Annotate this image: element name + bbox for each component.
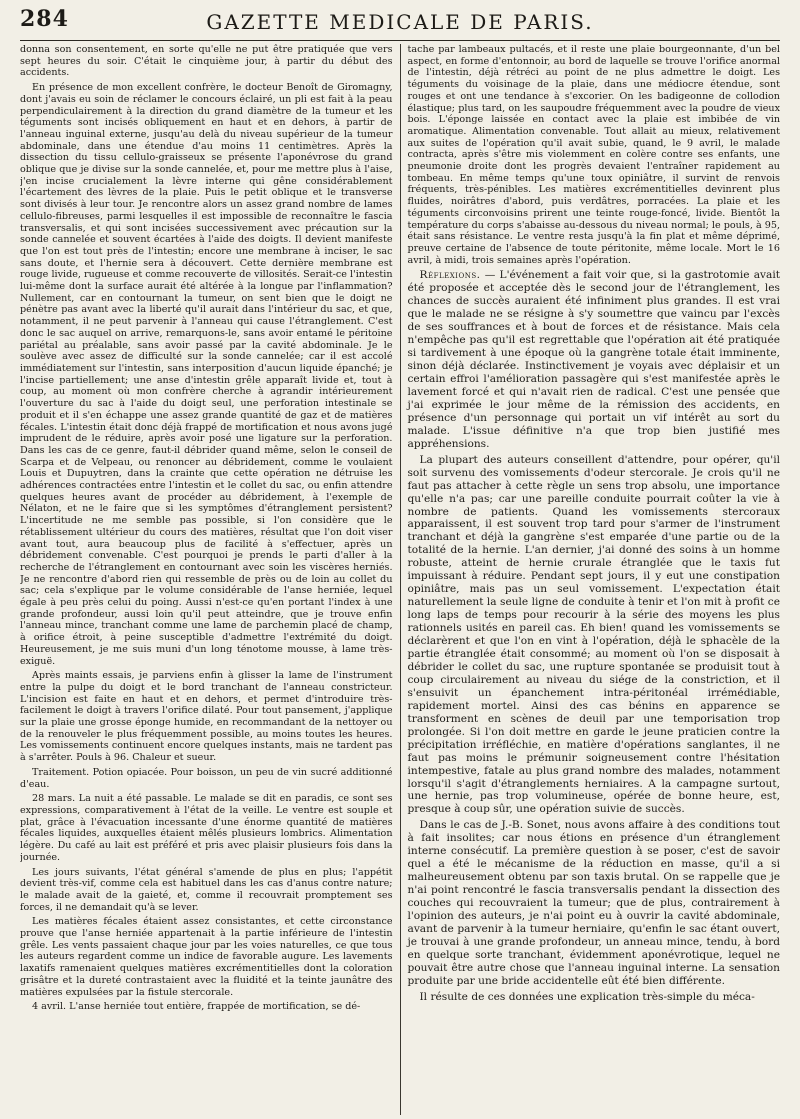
right-column [401,44,781,1115]
running-title: GAZETTE MEDICALE DE PARIS. [206,10,594,34]
paragraph: En présence de mon excellent confrère, le docteur Benoît de Giromagny, dont j'avais eu soin de réclamer le concours éclairé, un pli est fait à la peau perpendiculairement à la direction du grand diamètre de la tumeur et les téguments sont incisés obliquement en haut et en dehors, à partir de l'anneau inguinal externe, jusqu'au delà du niveau supérieur de la tumeur abdominale, dans une étendue d'au moins 11 centimètres. Après la dissection du tissu cellulo-graisseux se présente l'aponévrose du grand oblique que je divise sur la sonde cannelée, et, pour me mettre plus à l'aise, j'en incise crucialement la lèvre interne qui gêne considérablement l'écartement des lèvres de la plaie. Puis le petit oblique et le transverse sont divisés à leur tour. Je rencontre alors un assez grand nombre de lames cellulo-fibreuses, parmi lesquelles il est impossible de reconnaître le fascia transversalis, et qui sont incisées successivement avec précaution sur la sonde cannelée et souvent écartées à l'aide des doigts. Il devient manifeste que l'on est tout près de l'intestin; encore une membrane à inciser, le sac sans doute, et l'hernie sera à découvert. Cette dernière membrane est rouge livide, rugueuse et comme recouverte de villosités. Serait-ce l'intestin lui-même dont la surface aurait été altérée à la longue par l'inflammation? Nullement, car en contournant la tumeur, on sent bien que le doigt ne pénètre pas avant avec la liberté qu'il aurait dans l'intérieur du sac, et que, notamment, il ne peut parvenir à l'anneau qui cause l'étranglement. C'est donc le sac auquel on arrive, remarquons-le, sans avoir entamé le péritoine pariétal au préalable, sans avoir passé par la cavité abdominale. Je le soulève avec assez de difficulté sur la sonde cannelée; car il est accolé immédiatement sur l'intestin, sans interposition d'aucun liquide épanché; je l'incise partiellement; une anse d'intestin grêle apparaît livide et, tout à coup, au moment où mon confrère cherche à agrandir intérieurement l'ouverture du sac à l'aide du doigt seul, une perforation intestinale se produit et il s'en échappe une assez grande quantité de gaz et de matières fécales. L'intestin était donc déjà frappé de mortification et nous avons jugé imprudent de le réduire, après avoir posé une ligature sur la perforation. Dans les cas de ce genre, faut-il débrider quand même, selon le conseil de Scarpa et de Velpeau, ou renoncer au débridement, comme le voulaient Louis et Dupuytren, dans la crainte que cette opération ne détruise les adhérences contractées entre l'intestin et le collet du sac, ou enfin attendre quelques heures avant de procéder au débridement, à l'exemple de Nélaton, et ne le faire que si les symptômes d'étranglement persistent? L'incertitude ne me semble pas possible, si l'on considère que le rétablissement ultérieur du cours des matières, résultat que l'on doit viser avant tout, aura beaucoup plus de facilité à s'effectuer, après un débridement convenable. C'est pourquoi je prends le parti d'aller à la recherche de l'étranglement en contournant avec soin les viscères herniés. Je ne rencontre d'abord rien qui ressemble de près ou de loin au collet du sac; cela s'explique par le volume considérable de l'anse herniée, lequel égale à peu près celui du poing. Aussi n'est-ce qu'en portant l'index à une grande profondeur, aussi loin qu'il peut atteindre, que je trouve enfin l'anneau mince, tranchant comme une lame de parchemin placé de champ, à orifice étroit, à peine susceptible d'admettre l'extrémité du doigt. Heureusement, je me suis muni d'un long ténotome mousse, à lame très-exiguë. [20,82,393,667]
reflexions-section [408,269,781,1003]
paragraph: Traitement. Potion opiacée. Pour boisson, un peu de vin sucré additionné d'eau. [20,766,393,790]
text-columns [20,44,780,1115]
reflexions-lead: Réflexions. [419,269,481,282]
paragraph: 28 mars. La nuit a été passable. Le malade se dit en paradis, ce sont ses expressions, comparativement à l'état de la veille. Le ventre est souple et plat, grâce à l'évacuation incessante d'une énorme quantité de matières fécales liquides, auxquelles étaient mêlés plusieurs lombrics. Alimentation légère. Du café au lait est préféré et pris avec plaisir plusieurs fois dans la journée. [20,793,393,863]
paragraph: donna son consentement, en sorte qu'elle ne put être pratiquée que vers sept heures du soir. C'était le cinquième jour, à partir du début des accidents. [20,44,393,79]
paragraph: Dans le cas de J.-B. Sonet, nous avons affaire à des conditions tout à fait insolites; car nous étions en présence d'un étranglement interne consécutif. La première question à se poser, c'est de savoir quel a été le mécanisme de la réduction en masse, qu'il a si malheureusement obtenu par son taxis brutal. On se rappelle que je n'ai point rencontré le fascia transversalis pendant la dissection des couches qui recouvraient la tumeur; que de plus, contrairement à l'opinion des auteurs, je n'ai point eu à ouvrir la cavité abdominale, avant de parvenir à la tumeur herniaire, qu'enfin le sac étant ouvert, je trouvai à une grande profondeur, un anneau mince, tendu, à bord en quelque sorte tranchant, évidemment aponévrotique, lequel ne pouvait être autre chose que l'anneau inguinal interne. La sensation produite par une bride accidentelle eût été bien différente. [407,819,780,987]
paragraph: Les jours suivants, l'état général s'amende de plus en plus; l'appétit devient très-vif, comme cela est habituel dans les cas d'anus contre nature; le malade avait de la gaieté, et, comme il recouvrait promptement ses forces, il ne demandait qu'à se lever. [20,866,393,913]
page-number: 284 [20,6,69,32]
paragraph: 4 avril. L'anse herniée tout entière, frappée de mortification, se dé- [32,1001,361,1013]
paragraph: tache par lambeaux pultacés, et il reste une plaie bourgeonnante, d'un bel aspect, en forme d'entonnoir, au bord de laquelle se trouve l'orifice anormal de l'intestin, déjà rétréci au point de ne plus admettre le doigt. Les téguments du voisinage de la plaie, dans une médiocre étendue, sont rouges et ont une tendance à s'excorier. On les badigeonne de collodion élastique; plus tard, on les saupoudre fréquemment avec la poudre de vieux bois. L'éponge laissée en contact avec la plaie est imbibée de vin aromatique. Alimentation convenable. Tout allait au mieux, relativement aux suites de l'opération qu'il avait subie, quand, le 9 avril, le malade contracta, après s'être mis violemment en colère contre ses enfants, une pneumonie droite dont les progrès devaient l'entraîner rapidement au tombeau. En même temps qu'une toux opiniâtre, il survint de renvois fréquents, très-pénibles. Les matières excrémentitielles devinrent plus fluides, noirâtres d'abord, puis verdâtres, porracées. La plaie et les téguments circonvoisins prirent une teinte rouge-foncé, livide. Bientôt la température du corps s'abaisse au-dessous du niveau normal; le pouls, à 95, était sans résistance. Le ventre resta jusqu'à la fin plat et même déprimé, preuve certaine de l'absence de toute péritonite, même locale. Mort le 16 avril, à midi, trois semaines après l'opération. [407,44,780,266]
paragraph: Après maints essais, je parviens enfin à glisser la lame de l'instrument entre la pulpe du doigt et le bord tranchant de l'anneau constricteur. L'incision est faite en haut et en dehors, et permet d'introduire très-facilement le doigt à travers l'orifice dilaté. Pour tout pansement, j'applique sur la plaie une grosse éponge humide, en recommandant de la nettoyer ou de la renouveler le plus fréquemment possible, au moins toutes les heures. Les vomissements continuent encore quelques instants, mais ne tardent pas à s'arrêter. Pouls à 96. Chaleur et sueur. [20,670,393,764]
paragraph: La plupart des auteurs conseillent d'attendre, pour opérer, qu'il soit survenu des vomissements d'odeur stercorale. Je crois qu'il ne faut pas attacher à cette règle un sens trop absolu, une importance qu'elle n'a pas; car une pareille conduite pourrait coûter la vie à nombre de patients. Quand les vomissements stercoraux apparaissent, il est souvent trop tard pour s'armer de l'instrument tranchant et déjà la gangrène s'est emparée d'une partie ou de la totalité de la hernie. L'an dernier, j'ai donné des soins à un homme robuste, atteint de hernie crurale étranglée que le taxis fut impuissant à réduire. Pendant sept jours, il y eut une constipation opiniâtre, mais pas un seul vomissement. L'expectation était naturellement la seule ligne de conduite à tenir et l'on mit à profit ce long laps de temps pour recourir à la série des moyens les plus rationnels usités en pareil cas. Eh bien! quand les vomissements se déclarèrent et que l'on en vint à l'opération, déjà le sphacèle de la partie étranglée était consommé; au moment où l'on se disposait à débrider le collet du sac, une rupture spontanée se produisit tout à coup circulairement au niveau du siége de la constriction, et il s'ensuivit un épanchement intra-péritonéal irrémédiable, rapidement mortel. Ainsi des cas bénins en apparence se transforment en scènes de deuil par une temporisation trop prolongée. Si l'on doit mettre en garde le jeune praticien contre la précipitation irréfléchie, en matière d'opérations sanglantes, il ne faut pas moins le prémunir soigneusement contre l'hésitation intempestive, fatale au plus grand nombre des malades, notamment lorsqu'il s'agit d'étranglements herniaires. A la campagne surtout, une hernie, pas trop volumineuse, opérée de bonne heure, est, presque à coup sûr, une opération suivie de succès. [407,453,780,816]
left-column [20,44,400,1115]
paragraph: Les matières fécales étaient assez consistantes, et cette circonstance prouve que l'anse herniée appartenait à la partie inférieure de l'intestin grêle. Les vents passaient chaque jour par les voies naturelles, ce que tous les auteurs regardent comme un indice de favorable augure. Les lavements laxatifs ramenaient quelques matières excrémentitielles dont la coloration grisâtre et la dureté contrastaient avec la fluidité et la teinte jaunâtre des matières expulsées par la fistule stercorale. [20,916,393,998]
paragraph: Il résulte de ces données une explication très-simple du méca- [419,990,755,1003]
page-header [20,0,780,41]
paragraph [408,269,781,450]
reflexions-text: — L'événement a fait voir que, si la gastrotomie avait été proposée et acceptée dès le second jour de l'étranglement, les chances de succès auraient été infiniment plus grandes. Il est vrai que le malade ne se résigne à s'y soumettre que vaincu par l'excès de ses souffrances et à bout de forces et de résistance. Mais cela n'empêche pas qu'il est regrettable que l'opération ait été pratiquée si tardivement à une époque où la gangrène totale était imminente, sinon déjà déclarée. Instinctivement je voyais avec déplaisir et un certain effroi l'amélioration passagère qui s'est manifestée après le lavement forcé et qui n'avait rien de radical. C'est une pensée que j'ai exprimée le jour même de la rémission des accidents, en présence d'un personnage qui portait un vif intérêt au sort du malade. L'issue définitive n'a que trop bien justifié mes appréhensions. [407,269,780,450]
